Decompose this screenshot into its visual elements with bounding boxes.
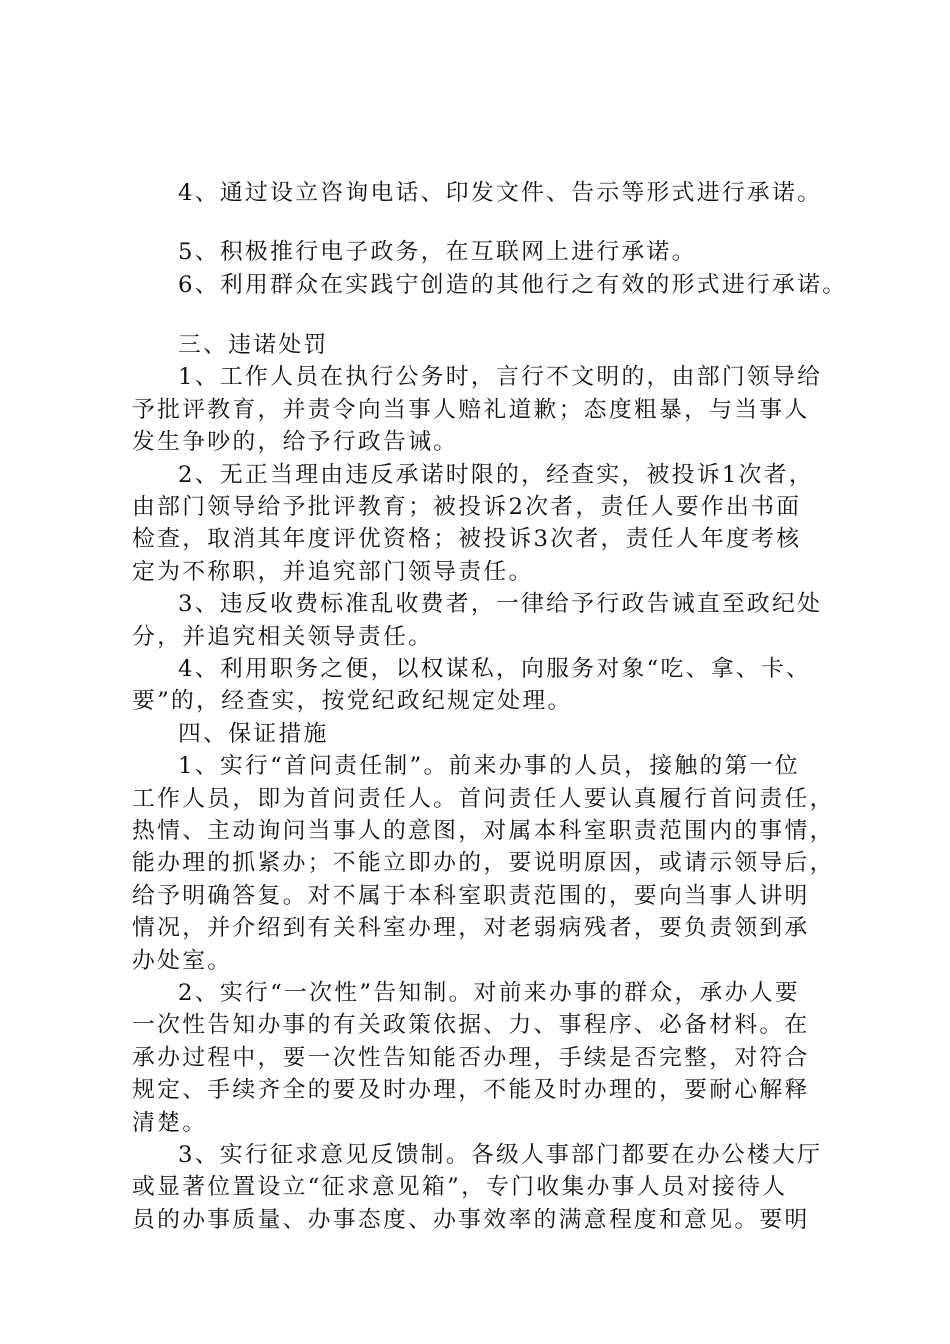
text-line: 清楚。	[132, 1110, 208, 1136]
text-line: 6、利用群众在实践宁创造的其他行之有效的形式进行承诺。	[178, 272, 848, 298]
text-line: 发生争吵的，给予行政告诫。	[132, 429, 459, 455]
text-line: 4、利用职务之便，以权谋私，向服务对象“吃、拿、卡、	[178, 656, 812, 682]
text-line: 由部门领导给予批评教育；被投诉2次者，责任人要作出书面	[132, 494, 802, 520]
text-line: 规定、手续齐全的要及时办理，不能及时办理的，要耐心解释	[132, 1077, 810, 1103]
text-line: 承办过程中，要一次性告知能否办理，手续是否完整，对符合	[132, 1045, 810, 1071]
text-line: 定为不称职，并追究部门领导责任。	[132, 559, 534, 585]
text-line: 要”的，经查实，按党纪政纪规定处理。	[132, 688, 573, 714]
text-line: 情况，并介绍到有关科室办理，对老弱病残者，要负责领到承	[132, 915, 810, 941]
text-line: 1、工作人员在执行公务时，言行不文明的，由部门领导给	[178, 364, 823, 390]
section-heading: 三、违诺处罚	[178, 332, 329, 358]
text-line: 2、无正当理由违反承诺时限的，经查实，被投诉1次者，	[178, 462, 814, 488]
text-line: 能办理的抓紧办；不能立即办的，要说明原因，或请示领导后，	[132, 850, 835, 876]
text-line: 予批评教育，并责令向当事人赔礼道歉；态度粗暴，与当事人	[132, 397, 810, 423]
text-line: 4、通过设立咨询电话、印发文件、告示等形式进行承诺。	[178, 180, 823, 206]
text-line: 分，并追究相关领导责任。	[132, 624, 434, 650]
text-line: 一次性告知办事的有关政策依据、力、事程序、必备材料。在	[132, 1012, 810, 1038]
text-line: 热情、主动询问当事人的意图，对属本科室职责范围内的事情，	[132, 818, 835, 844]
text-line: 给予明确答复。对不属于本科室职责范围的，要向当事人讲明	[132, 883, 810, 909]
text-line: 办处室。	[132, 948, 233, 974]
text-line: 或显著位置设立“征求意见箱”，专门收集办事人员对接待人	[132, 1174, 788, 1200]
text-line: 5、积极推行电子政务，在互联网上进行承诺。	[178, 239, 697, 265]
text-line: 员的办事质量、办事态度、办事效率的满意程度和意见。要明	[132, 1207, 810, 1233]
text-line: 3、违反收费标准乱收费者，一律给予行政告诫直至政纪处	[178, 591, 823, 617]
text-line: 3、实行征求意见反馈制。各级人事部门都要在办公楼大厅	[178, 1142, 823, 1168]
section-heading: 四、保证措施	[178, 721, 329, 747]
text-line: 1、实行“首问责任制”。前来办事的人员，接触的第一位	[178, 753, 800, 779]
text-line: 工作人员，即为首问责任人。首问责任人要认真履行首问责任，	[132, 786, 835, 812]
text-line: 检查，取消其年度评优资格；被投诉3次者，责任人年度考核	[132, 526, 802, 552]
text-line: 2、实行“一次性”告知制。对前来办事的群众，承办人要	[178, 980, 800, 1006]
